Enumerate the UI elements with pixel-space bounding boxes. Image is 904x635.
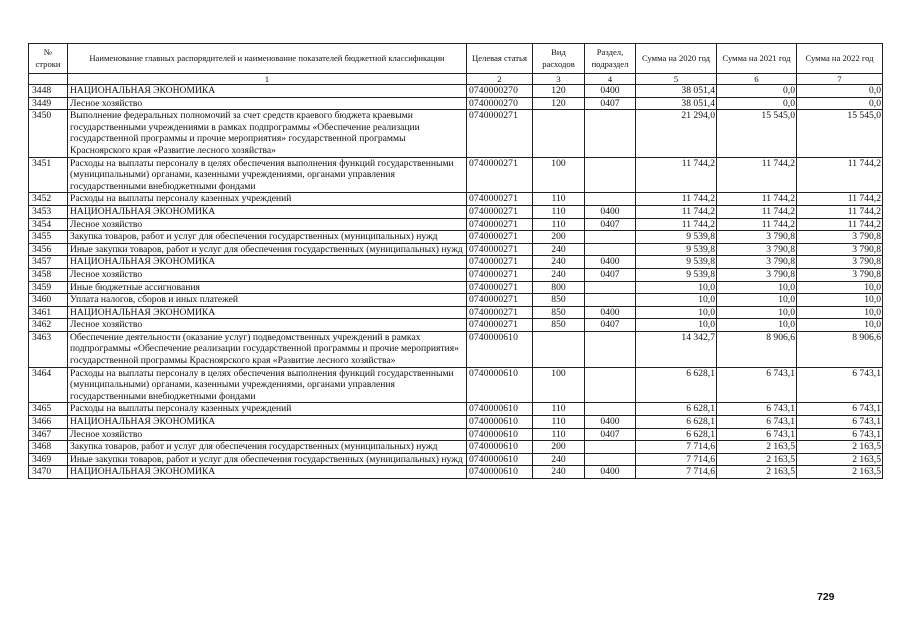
row-name: Лесное хозяйство: [68, 268, 467, 281]
target-article: 0740000271: [467, 205, 533, 218]
expense-type: 120: [533, 85, 585, 98]
expense-type: 200: [533, 441, 585, 454]
sum-2022: 3 790,8: [797, 268, 883, 281]
row-name: Иные закупки товаров, работ и услуг для обеспечения государственных (муниципальных) нужд: [68, 243, 467, 256]
expense-type: 240: [533, 453, 585, 466]
row-name: Расходы на выплаты персоналу в целях обеспечения выполнения функций государственными (муниципальными) органами, казенными учреждениями, органами управления государственными внебюджетными фондами: [68, 367, 467, 403]
expense-type: 240: [533, 243, 585, 256]
table-row: [29, 193, 883, 206]
sum-2021: 2 163,5: [717, 453, 797, 466]
sum-2021: 2 163,5: [717, 466, 797, 479]
sum-2020: 9 539,8: [636, 231, 717, 244]
target-article: 0740000271: [467, 110, 533, 157]
section-code: [585, 331, 636, 367]
sum-2021: 3 790,8: [717, 243, 797, 256]
sum-2022: 10,0: [797, 319, 883, 332]
row-name: Иные бюджетные ассигнования: [68, 281, 467, 294]
sum-2020: 7 714,6: [636, 466, 717, 479]
row-number: 3463: [29, 331, 68, 367]
sum-2022: 0,0: [797, 85, 883, 98]
sum-2021: 3 790,8: [717, 231, 797, 244]
sum-2020: 6 628,1: [636, 367, 717, 403]
sum-2022: 11 744,2: [797, 218, 883, 231]
section-code: 0400: [585, 416, 636, 429]
section-code: [585, 243, 636, 256]
sum-2021: 2 163,5: [717, 441, 797, 454]
row-number: 3462: [29, 319, 68, 332]
row-number: 3466: [29, 416, 68, 429]
header-section: Раздел, подраздел: [585, 44, 636, 74]
table-row: [29, 231, 883, 244]
row-name: Лесное хозяйство: [68, 97, 467, 110]
row-name: Лесное хозяйство: [68, 428, 467, 441]
expense-type: 100: [533, 157, 585, 193]
sum-2020: 6 628,1: [636, 428, 717, 441]
table-row: [29, 218, 883, 231]
sum-2021: 10,0: [717, 306, 797, 319]
sum-2020: 10,0: [636, 294, 717, 307]
sum-2022: 11 744,2: [797, 193, 883, 206]
row-number: 3468: [29, 441, 68, 454]
row-name: Лесное хозяйство: [68, 319, 467, 332]
target-article: 0740000271: [467, 306, 533, 319]
expense-type: 850: [533, 294, 585, 307]
sum-2020: 7 714,6: [636, 453, 717, 466]
header-col-number: 5: [636, 74, 717, 85]
section-code: [585, 294, 636, 307]
table-row: [29, 403, 883, 416]
expense-type: 200: [533, 231, 585, 244]
table-row: [29, 367, 883, 403]
expense-type: 240: [533, 268, 585, 281]
sum-2021: 6 743,1: [717, 428, 797, 441]
sum-2022: 3 790,8: [797, 243, 883, 256]
target-article: 0740000271: [467, 193, 533, 206]
section-code: [585, 453, 636, 466]
table-row: [29, 416, 883, 429]
row-number: 3449: [29, 97, 68, 110]
table-row: [29, 85, 883, 98]
row-name: Иные закупки товаров, работ и услуг для обеспечения государственных (муниципальных) нужд: [68, 453, 467, 466]
row-number: 3464: [29, 367, 68, 403]
expense-type: 110: [533, 193, 585, 206]
row-number: 3467: [29, 428, 68, 441]
section-code: 0407: [585, 218, 636, 231]
header-col-number: [29, 74, 68, 85]
target-article: 0740000271: [467, 281, 533, 294]
target-article: 0740000271: [467, 243, 533, 256]
sum-2021: 6 743,1: [717, 367, 797, 403]
table-row: [29, 268, 883, 281]
row-name: Обеспечение деятельности (оказание услуг) подведомственных учреждений в рамках подпрограммы «Обеспечение реализации государственной программы и прочие мероприятия» государственной программы Красноярского края «Развитие лесного хозяйства»: [68, 331, 467, 367]
sum-2020: 9 539,8: [636, 268, 717, 281]
sum-2021: 6 743,1: [717, 416, 797, 429]
header-sum-2021: Сумма на 2021 год: [717, 44, 797, 74]
sum-2020: 7 714,6: [636, 441, 717, 454]
expense-type: 800: [533, 281, 585, 294]
row-number: 3465: [29, 403, 68, 416]
sum-2020: 9 539,8: [636, 256, 717, 269]
table-row: [29, 453, 883, 466]
section-code: [585, 231, 636, 244]
sum-2020: 10,0: [636, 281, 717, 294]
sum-2022: 6 743,1: [797, 367, 883, 403]
row-name: Расходы на выплаты персоналу казенных учреждений: [68, 193, 467, 206]
table-body: [29, 85, 883, 479]
target-article: 0740000610: [467, 466, 533, 479]
row-number: 3451: [29, 157, 68, 193]
row-number: 3452: [29, 193, 68, 206]
table-row: [29, 428, 883, 441]
target-article: 0740000610: [467, 416, 533, 429]
target-article: 0740000610: [467, 367, 533, 403]
row-number: 3448: [29, 85, 68, 98]
row-name: НАЦИОНАЛЬНАЯ ЭКОНОМИКА: [68, 85, 467, 98]
row-name: Расходы на выплаты персоналу в целях обеспечения выполнения функций государственными (муниципальными) органами, казенными учреждениями, органами управления государственными внебюджетными фондами: [68, 157, 467, 193]
table-row: [29, 466, 883, 479]
sum-2020: 11 744,2: [636, 218, 717, 231]
header-sum-2020: Сумма на 2020 год: [636, 44, 717, 74]
sum-2020: 9 539,8: [636, 243, 717, 256]
target-article: 0740000271: [467, 268, 533, 281]
row-number: 3460: [29, 294, 68, 307]
row-name: Лесное хозяйство: [68, 218, 467, 231]
sum-2021: 10,0: [717, 294, 797, 307]
table-row: [29, 306, 883, 319]
expense-type: 110: [533, 403, 585, 416]
sum-2020: 21 294,0: [636, 110, 717, 157]
row-name: НАЦИОНАЛЬНАЯ ЭКОНОМИКА: [68, 306, 467, 319]
expense-type: 120: [533, 97, 585, 110]
section-code: [585, 193, 636, 206]
target-article: 0740000610: [467, 453, 533, 466]
header-col-number: 3: [533, 74, 585, 85]
section-code: 0400: [585, 256, 636, 269]
sum-2022: 10,0: [797, 294, 883, 307]
table-row: [29, 294, 883, 307]
sum-2020: 11 744,2: [636, 205, 717, 218]
sum-2022: 3 790,8: [797, 231, 883, 244]
target-article: 0740000610: [467, 331, 533, 367]
sum-2021: 10,0: [717, 281, 797, 294]
header-sum-2022: Сумма на 2022 год: [797, 44, 883, 74]
row-name: Выполнение федеральных полномочий за счет средств краевого бюджета краевыми государственными учреждениями в рамках подпрограммы «Обеспечение реализации государственной программы и прочие мероприятия» государственной программы Красноярского края «Развитие лесного хозяйства»: [68, 110, 467, 157]
table-row: [29, 205, 883, 218]
row-number: 3458: [29, 268, 68, 281]
budget-table-page: [28, 43, 884, 479]
header-col-number: 2: [467, 74, 533, 85]
section-code: 0407: [585, 319, 636, 332]
expense-type: 850: [533, 306, 585, 319]
sum-2022: 8 906,6: [797, 331, 883, 367]
sum-2021: 3 790,8: [717, 268, 797, 281]
sum-2021: 10,0: [717, 319, 797, 332]
sum-2022: 2 163,5: [797, 466, 883, 479]
expense-type: 110: [533, 205, 585, 218]
sum-2022: 10,0: [797, 306, 883, 319]
sum-2021: 11 744,2: [717, 193, 797, 206]
table-row: [29, 110, 883, 157]
row-name: НАЦИОНАЛЬНАЯ ЭКОНОМИКА: [68, 205, 467, 218]
sum-2021: 8 906,6: [717, 331, 797, 367]
target-article: 0740000610: [467, 403, 533, 416]
header-col-number: 1: [68, 74, 467, 85]
page-number: 729: [817, 591, 835, 603]
sum-2021: 0,0: [717, 97, 797, 110]
header-row-number: № строки: [29, 44, 68, 74]
row-name: НАЦИОНАЛЬНАЯ ЭКОНОМИКА: [68, 416, 467, 429]
table-row: [29, 281, 883, 294]
header-col-number: 4: [585, 74, 636, 85]
table-row: [29, 157, 883, 193]
sum-2021: 0,0: [717, 85, 797, 98]
sum-2021: 6 743,1: [717, 403, 797, 416]
target-article: 0740000270: [467, 85, 533, 98]
section-code: 0407: [585, 268, 636, 281]
row-number: 3469: [29, 453, 68, 466]
row-number: 3455: [29, 231, 68, 244]
expense-type: [533, 331, 585, 367]
section-code: [585, 403, 636, 416]
sum-2020: 14 342,7: [636, 331, 717, 367]
target-article: 0740000271: [467, 256, 533, 269]
row-name: НАЦИОНАЛЬНАЯ ЭКОНОМИКА: [68, 256, 467, 269]
target-article: 0740000610: [467, 441, 533, 454]
row-number: 3456: [29, 243, 68, 256]
expense-type: 110: [533, 428, 585, 441]
target-article: 0740000271: [467, 218, 533, 231]
header-expense-type: Вид расходов: [533, 44, 585, 74]
row-number: 3457: [29, 256, 68, 269]
target-article: 0740000610: [467, 428, 533, 441]
expense-type: 110: [533, 416, 585, 429]
row-number: 3461: [29, 306, 68, 319]
section-code: 0400: [585, 466, 636, 479]
table-row: [29, 97, 883, 110]
section-code: [585, 441, 636, 454]
header-col-number: 6: [717, 74, 797, 85]
sum-2020: 38 051,4: [636, 97, 717, 110]
table-row: [29, 441, 883, 454]
sum-2022: 6 743,1: [797, 403, 883, 416]
section-code: 0400: [585, 205, 636, 218]
row-number: 3454: [29, 218, 68, 231]
row-number: 3453: [29, 205, 68, 218]
expense-type: 850: [533, 319, 585, 332]
sum-2020: 38 051,4: [636, 85, 717, 98]
row-name: Закупка товаров, работ и услуг для обеспечения государственных (муниципальных) нужд: [68, 441, 467, 454]
expense-type: 240: [533, 256, 585, 269]
row-name: НАЦИОНАЛЬНАЯ ЭКОНОМИКА: [68, 466, 467, 479]
sum-2020: 10,0: [636, 306, 717, 319]
sum-2021: 11 744,2: [717, 157, 797, 193]
table-row: [29, 319, 883, 332]
sum-2022: 11 744,2: [797, 205, 883, 218]
sum-2020: 6 628,1: [636, 416, 717, 429]
sum-2022: 10,0: [797, 281, 883, 294]
header-name: Наименование главных распорядителей и наименование показателей бюджетной классификации: [68, 44, 467, 74]
row-number: 3459: [29, 281, 68, 294]
table-row: [29, 243, 883, 256]
table-row: [29, 256, 883, 269]
sum-2021: 3 790,8: [717, 256, 797, 269]
expense-type: 100: [533, 367, 585, 403]
sum-2020: 11 744,2: [636, 157, 717, 193]
header-col-number: 7: [797, 74, 883, 85]
target-article: 0740000271: [467, 319, 533, 332]
sum-2020: 11 744,2: [636, 193, 717, 206]
section-code: 0407: [585, 428, 636, 441]
section-code: [585, 367, 636, 403]
target-article: 0740000271: [467, 231, 533, 244]
sum-2022: 11 744,2: [797, 157, 883, 193]
sum-2022: 2 163,5: [797, 453, 883, 466]
expense-type: 240: [533, 466, 585, 479]
sum-2021: 11 744,2: [717, 218, 797, 231]
sum-2022: 0,0: [797, 97, 883, 110]
target-article: 0740000271: [467, 157, 533, 193]
section-code: [585, 157, 636, 193]
budget-table: [28, 43, 883, 479]
sum-2021: 11 744,2: [717, 205, 797, 218]
target-article: 0740000271: [467, 294, 533, 307]
section-code: 0407: [585, 97, 636, 110]
table-row: [29, 331, 883, 367]
sum-2022: 6 743,1: [797, 416, 883, 429]
sum-2022: 15 545,0: [797, 110, 883, 157]
expense-type: 110: [533, 218, 585, 231]
target-article: 0740000270: [467, 97, 533, 110]
row-number: 3450: [29, 110, 68, 157]
sum-2020: 10,0: [636, 319, 717, 332]
sum-2022: 6 743,1: [797, 428, 883, 441]
section-code: [585, 110, 636, 157]
expense-type: [533, 110, 585, 157]
section-code: [585, 281, 636, 294]
sum-2020: 6 628,1: [636, 403, 717, 416]
row-name: Уплата налогов, сборов и иных платежей: [68, 294, 467, 307]
sum-2021: 15 545,0: [717, 110, 797, 157]
row-name: Закупка товаров, работ и услуг для обеспечения государственных (муниципальных) нужд: [68, 231, 467, 244]
sum-2022: 3 790,8: [797, 256, 883, 269]
sum-2022: 2 163,5: [797, 441, 883, 454]
section-code: 0400: [585, 85, 636, 98]
section-code: 0400: [585, 306, 636, 319]
row-number: 3470: [29, 466, 68, 479]
row-name: Расходы на выплаты персоналу казенных учреждений: [68, 403, 467, 416]
header-target-article: Целевая статья: [467, 44, 533, 74]
